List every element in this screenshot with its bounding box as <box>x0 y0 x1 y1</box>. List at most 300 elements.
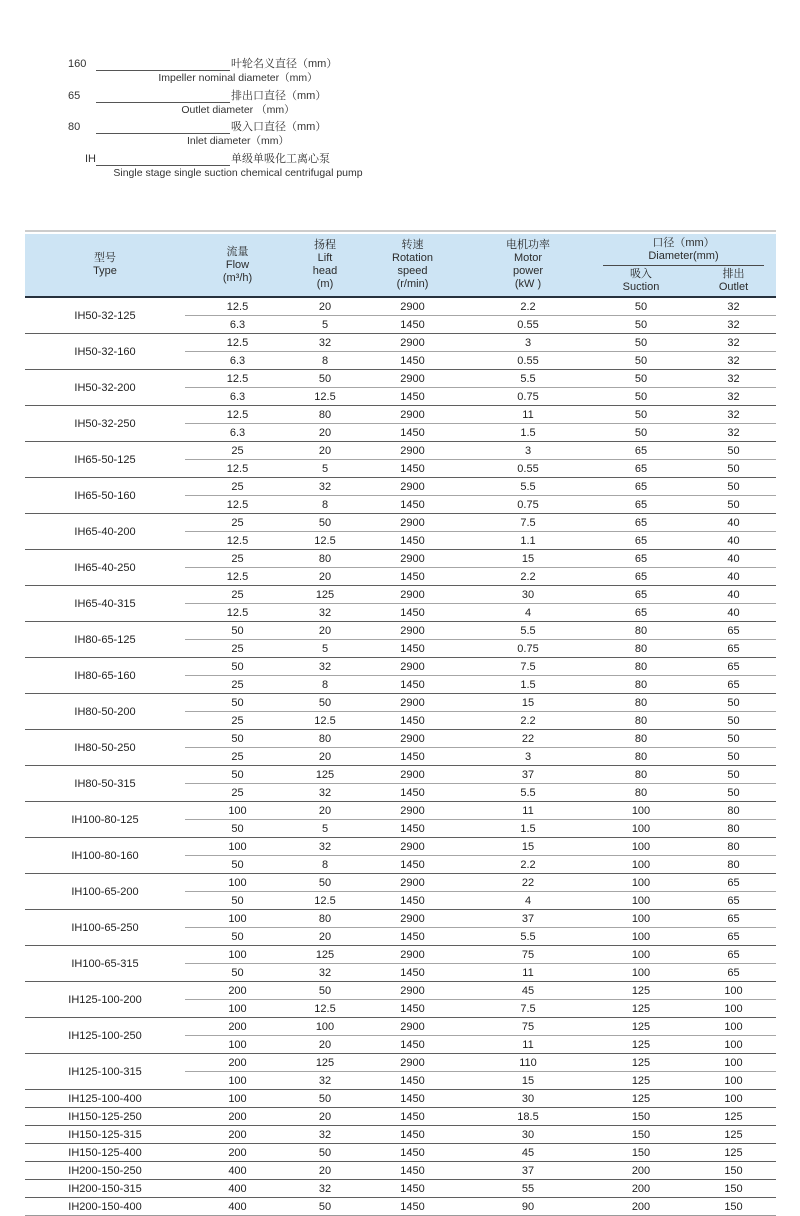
header-label-en: Type <box>93 265 117 277</box>
header-label-en: Suction <box>622 281 660 293</box>
header-label-zh: 扬程 <box>314 239 336 251</box>
cell-flow: 50 <box>185 694 290 712</box>
cell-motor-power: 0.75 <box>465 640 591 658</box>
cell-rotation-speed: 1450 <box>360 388 465 406</box>
cell-lift-head: 32 <box>290 334 360 352</box>
cell-rotation-speed: 2900 <box>360 802 465 820</box>
cell-suction-diameter: 50 <box>591 388 691 406</box>
cell-suction-diameter: 65 <box>591 586 691 604</box>
cell-lift-head: 12.5 <box>290 712 360 730</box>
cell-rotation-speed: 1450 <box>360 1090 465 1108</box>
cell-flow: 400 <box>185 1162 290 1180</box>
cell-flow: 12.5 <box>185 460 290 478</box>
cell-outlet-diameter: 80 <box>691 838 776 856</box>
legend-underline <box>96 89 230 103</box>
cell-rotation-speed: 2900 <box>360 514 465 532</box>
cell-outlet-diameter: 65 <box>691 874 776 892</box>
cell-lift-head: 125 <box>290 586 360 604</box>
cell-outlet-diameter: 50 <box>691 496 776 514</box>
legend-code: 65 <box>68 89 81 102</box>
pump-type-cell: IH50-32-200 <box>25 370 185 406</box>
cell-suction-diameter: 65 <box>591 514 691 532</box>
cell-motor-power: 11 <box>465 1036 591 1054</box>
cell-motor-power: 15 <box>465 1072 591 1090</box>
cell-lift-head: 20 <box>290 1108 360 1126</box>
cell-rotation-speed: 2900 <box>360 406 465 424</box>
cell-motor-power: 45 <box>465 1144 591 1162</box>
cell-suction-diameter: 50 <box>591 316 691 334</box>
table-row <box>25 802 776 820</box>
legend-label-zh: 叶轮名义直径（mm） <box>231 58 338 70</box>
cell-rotation-speed: 1450 <box>360 496 465 514</box>
cell-outlet-diameter: 32 <box>691 424 776 442</box>
legend-label-en: Outlet diameter （mm） <box>181 103 295 116</box>
cell-suction-diameter: 80 <box>591 694 691 712</box>
cell-lift-head: 50 <box>290 874 360 892</box>
cell-motor-power: 90 <box>465 1198 591 1216</box>
table-row <box>25 586 776 604</box>
cell-outlet-diameter: 100 <box>691 1018 776 1036</box>
table-row <box>25 946 776 964</box>
cell-rotation-speed: 1450 <box>360 1036 465 1054</box>
cell-motor-power: 7.5 <box>465 514 591 532</box>
cell-lift-head: 32 <box>290 964 360 982</box>
col-header-motor-power <box>465 234 591 297</box>
cell-flow: 25 <box>185 748 290 766</box>
cell-outlet-diameter: 100 <box>691 982 776 1000</box>
cell-flow: 12.5 <box>185 406 290 424</box>
cell-rotation-speed: 1450 <box>360 1072 465 1090</box>
cell-motor-power: 15 <box>465 838 591 856</box>
cell-rotation-speed: 1450 <box>360 892 465 910</box>
cell-motor-power: 37 <box>465 910 591 928</box>
cell-flow: 50 <box>185 658 290 676</box>
cell-rotation-speed: 1450 <box>360 424 465 442</box>
pump-type-cell: IH150-125-250 <box>25 1108 185 1126</box>
legend-label-en: Impeller nominal diameter（mm） <box>158 72 318 84</box>
header-label-zh: 口径（mm） <box>652 237 715 249</box>
header-label-zh: 流量 <box>226 245 249 258</box>
cell-rotation-speed: 2900 <box>360 874 465 892</box>
cell-rotation-speed: 2900 <box>360 622 465 640</box>
cell-motor-power: 0.55 <box>465 316 591 334</box>
cell-motor-power: 30 <box>465 586 591 604</box>
cell-motor-power: 4 <box>465 604 591 622</box>
cell-motor-power: 7.5 <box>465 1000 591 1018</box>
cell-motor-power: 1.5 <box>465 424 591 442</box>
cell-outlet-diameter: 65 <box>691 676 776 694</box>
col-header-flow <box>185 234 290 297</box>
cell-rotation-speed: 1450 <box>360 964 465 982</box>
cell-rotation-speed: 2900 <box>360 730 465 748</box>
header-label-zh: 转速 <box>401 239 424 251</box>
cell-lift-head: 125 <box>290 766 360 784</box>
cell-outlet-diameter: 40 <box>691 604 776 622</box>
cell-outlet-diameter: 65 <box>691 622 776 640</box>
cell-lift-head: 8 <box>290 352 360 370</box>
cell-outlet-diameter: 80 <box>691 856 776 874</box>
cell-suction-diameter: 150 <box>591 1126 691 1144</box>
cell-outlet-diameter: 50 <box>691 748 776 766</box>
cell-suction-diameter: 50 <box>591 370 691 388</box>
cell-rotation-speed: 1450 <box>360 568 465 586</box>
header-label-zh: 排出 <box>722 268 745 280</box>
cell-outlet-diameter: 50 <box>691 442 776 460</box>
cell-flow: 12.5 <box>185 568 290 586</box>
cell-suction-diameter: 65 <box>591 568 691 586</box>
cell-motor-power: 22 <box>465 730 591 748</box>
cell-suction-diameter: 50 <box>591 334 691 352</box>
pump-type-cell: IH125-100-400 <box>25 1090 185 1108</box>
cell-flow: 100 <box>185 946 290 964</box>
cell-motor-power: 110 <box>465 1054 591 1072</box>
header-label-en: Flow <box>225 258 250 271</box>
cell-suction-diameter: 125 <box>591 1036 691 1054</box>
cell-lift-head: 32 <box>290 658 360 676</box>
cell-rotation-speed: 1450 <box>360 316 465 334</box>
cell-suction-diameter: 65 <box>591 496 691 514</box>
cell-flow: 25 <box>185 514 290 532</box>
cell-lift-head: 20 <box>290 568 360 586</box>
cell-suction-diameter: 100 <box>591 856 691 874</box>
cell-motor-power: 4 <box>465 892 591 910</box>
cell-rotation-speed: 2900 <box>360 370 465 388</box>
pump-type-cell: IH100-80-160 <box>25 838 185 874</box>
cell-suction-diameter: 50 <box>591 297 691 316</box>
pump-type-cell: IH80-50-315 <box>25 766 185 802</box>
table-row <box>25 1018 776 1036</box>
cell-rotation-speed: 1450 <box>360 856 465 874</box>
col-header-suction <box>591 266 691 297</box>
cell-motor-power: 75 <box>465 946 591 964</box>
cell-suction-diameter: 65 <box>591 442 691 460</box>
cell-suction-diameter: 65 <box>591 550 691 568</box>
header-label-zh: 电机功率 <box>506 239 550 251</box>
cell-flow: 400 <box>185 1198 290 1216</box>
cell-motor-power: 1.1 <box>465 532 591 550</box>
cell-lift-head: 5 <box>290 460 360 478</box>
cell-flow: 6.3 <box>185 352 290 370</box>
cell-motor-power: 2.2 <box>465 712 591 730</box>
cell-flow: 100 <box>185 1036 290 1054</box>
cell-flow: 400 <box>185 1180 290 1198</box>
cell-lift-head: 20 <box>290 622 360 640</box>
header-label-en: power <box>513 265 543 277</box>
cell-suction-diameter: 200 <box>591 1162 691 1180</box>
cell-suction-diameter: 125 <box>591 982 691 1000</box>
cell-motor-power: 45 <box>465 982 591 1000</box>
cell-motor-power: 30 <box>465 1126 591 1144</box>
cell-motor-power: 1.5 <box>465 676 591 694</box>
cell-motor-power: 15 <box>465 694 591 712</box>
cell-motor-power: 18.5 <box>465 1108 591 1126</box>
cell-flow: 25 <box>185 676 290 694</box>
cell-lift-head: 80 <box>290 406 360 424</box>
cell-suction-diameter: 150 <box>591 1108 691 1126</box>
table-row <box>25 1108 776 1126</box>
cell-lift-head: 12.5 <box>290 532 360 550</box>
cell-rotation-speed: 2900 <box>360 550 465 568</box>
header-unit: (kW ) <box>514 278 542 290</box>
cell-rotation-speed: 2900 <box>360 982 465 1000</box>
cell-motor-power: 7.5 <box>465 658 591 676</box>
cell-flow: 12.5 <box>185 496 290 514</box>
cell-motor-power: 2.2 <box>465 568 591 586</box>
pump-type-cell: IH65-40-200 <box>25 514 185 550</box>
pump-type-cell: IH100-65-200 <box>25 874 185 910</box>
cell-flow: 6.3 <box>185 424 290 442</box>
cell-suction-diameter: 100 <box>591 928 691 946</box>
cell-flow: 25 <box>185 550 290 568</box>
table-top-divider <box>25 230 776 232</box>
pump-type-cell: IH50-32-125 <box>25 297 185 334</box>
cell-lift-head: 5 <box>290 640 360 658</box>
cell-flow: 50 <box>185 856 290 874</box>
cell-flow: 25 <box>185 640 290 658</box>
cell-suction-diameter: 65 <box>591 604 691 622</box>
cell-rotation-speed: 1450 <box>360 460 465 478</box>
cell-outlet-diameter: 65 <box>691 964 776 982</box>
cell-lift-head: 32 <box>290 1180 360 1198</box>
cell-flow: 200 <box>185 1018 290 1036</box>
table-row <box>25 1126 776 1144</box>
cell-rotation-speed: 2900 <box>360 766 465 784</box>
cell-rotation-speed: 1450 <box>360 1144 465 1162</box>
cell-flow: 25 <box>185 784 290 802</box>
table-header <box>25 234 776 297</box>
cell-outlet-diameter: 40 <box>691 568 776 586</box>
cell-motor-power: 2.2 <box>465 856 591 874</box>
cell-motor-power: 0.75 <box>465 388 591 406</box>
cell-flow: 50 <box>185 964 290 982</box>
cell-flow: 100 <box>185 1000 290 1018</box>
cell-lift-head: 100 <box>290 1018 360 1036</box>
cell-rotation-speed: 1450 <box>360 1198 465 1216</box>
header-label-zh: 吸入 <box>630 268 652 280</box>
cell-motor-power: 5.5 <box>465 928 591 946</box>
pump-type-cell: IH200-150-400 <box>25 1198 185 1216</box>
cell-outlet-diameter: 125 <box>691 1144 776 1162</box>
cell-suction-diameter: 50 <box>591 352 691 370</box>
cell-suction-diameter: 125 <box>591 1018 691 1036</box>
cell-rotation-speed: 1450 <box>360 1126 465 1144</box>
cell-flow: 25 <box>185 712 290 730</box>
cell-flow: 25 <box>185 478 290 496</box>
cell-rotation-speed: 1450 <box>360 784 465 802</box>
table-row <box>25 370 776 388</box>
cell-lift-head: 8 <box>290 676 360 694</box>
cell-lift-head: 20 <box>290 1036 360 1054</box>
cell-flow: 50 <box>185 928 290 946</box>
cell-outlet-diameter: 125 <box>691 1126 776 1144</box>
cell-flow: 12.5 <box>185 532 290 550</box>
legend-label-en: Single stage single suction chemical centrifugal pump <box>113 166 363 179</box>
cell-suction-diameter: 80 <box>591 748 691 766</box>
cell-rotation-speed: 1450 <box>360 820 465 838</box>
cell-outlet-diameter: 32 <box>691 316 776 334</box>
cell-suction-diameter: 200 <box>591 1180 691 1198</box>
pump-type-cell: IH65-40-250 <box>25 550 185 586</box>
cell-lift-head: 80 <box>290 730 360 748</box>
cell-flow: 100 <box>185 910 290 928</box>
cell-flow: 100 <box>185 1072 290 1090</box>
header-unit: (r/min) <box>396 278 429 290</box>
cell-motor-power: 0.55 <box>465 352 591 370</box>
cell-suction-diameter: 80 <box>591 640 691 658</box>
cell-outlet-diameter: 40 <box>691 532 776 550</box>
cell-lift-head: 125 <box>290 946 360 964</box>
table-row <box>25 838 776 856</box>
cell-motor-power: 11 <box>465 802 591 820</box>
cell-lift-head: 20 <box>290 748 360 766</box>
cell-outlet-diameter: 32 <box>691 370 776 388</box>
col-header-outlet <box>691 266 776 297</box>
table-body <box>25 297 776 1216</box>
cell-rotation-speed: 2900 <box>360 838 465 856</box>
header-label-en: head <box>312 265 338 277</box>
cell-motor-power: 11 <box>465 406 591 424</box>
pump-type-cell: IH125-100-315 <box>25 1054 185 1090</box>
col-header-diameter <box>591 234 776 266</box>
cell-flow: 100 <box>185 802 290 820</box>
table-row <box>25 910 776 928</box>
pump-spec-table <box>25 234 776 1216</box>
header-unit: (m³/h) <box>222 271 253 284</box>
cell-lift-head: 20 <box>290 1162 360 1180</box>
cell-motor-power: 30 <box>465 1090 591 1108</box>
cell-flow: 12.5 <box>185 604 290 622</box>
cell-outlet-diameter: 50 <box>691 478 776 496</box>
cell-outlet-diameter: 150 <box>691 1198 776 1216</box>
legend-code: IH <box>85 152 96 165</box>
cell-suction-diameter: 65 <box>591 478 691 496</box>
cell-rotation-speed: 1450 <box>360 676 465 694</box>
cell-flow: 50 <box>185 730 290 748</box>
cell-rotation-speed: 2900 <box>360 1018 465 1036</box>
table-row <box>25 1090 776 1108</box>
pump-type-cell: IH100-80-125 <box>25 802 185 838</box>
table-row <box>25 1144 776 1162</box>
cell-outlet-diameter: 65 <box>691 946 776 964</box>
cell-flow: 25 <box>185 586 290 604</box>
cell-suction-diameter: 125 <box>591 1000 691 1018</box>
table-row <box>25 297 776 316</box>
cell-lift-head: 80 <box>290 910 360 928</box>
header-label-en: Rotation <box>392 252 433 264</box>
cell-suction-diameter: 100 <box>591 820 691 838</box>
cell-rotation-speed: 2900 <box>360 946 465 964</box>
cell-lift-head: 32 <box>290 784 360 802</box>
cell-outlet-diameter: 150 <box>691 1180 776 1198</box>
table-row <box>25 442 776 460</box>
cell-suction-diameter: 65 <box>591 532 691 550</box>
pump-type-cell: IH80-50-250 <box>25 730 185 766</box>
cell-motor-power: 11 <box>465 964 591 982</box>
cell-outlet-diameter: 32 <box>691 406 776 424</box>
cell-rotation-speed: 1450 <box>360 640 465 658</box>
cell-outlet-diameter: 150 <box>691 1162 776 1180</box>
cell-rotation-speed: 1450 <box>360 532 465 550</box>
table-row <box>25 550 776 568</box>
cell-motor-power: 1.5 <box>465 820 591 838</box>
cell-suction-diameter: 100 <box>591 946 691 964</box>
cell-motor-power: 22 <box>465 874 591 892</box>
cell-outlet-diameter: 65 <box>691 892 776 910</box>
legend-label-zh: 排出口直径（mm） <box>231 89 327 102</box>
cell-flow: 200 <box>185 1144 290 1162</box>
cell-rotation-speed: 1450 <box>360 1162 465 1180</box>
pump-type-cell: IH80-65-125 <box>25 622 185 658</box>
cell-lift-head: 50 <box>290 370 360 388</box>
legend-label-zh: 吸入口直径（mm） <box>231 121 327 133</box>
legend-row <box>68 87 408 103</box>
cell-flow: 100 <box>185 1090 290 1108</box>
table-row <box>25 658 776 676</box>
cell-outlet-diameter: 40 <box>691 550 776 568</box>
cell-lift-head: 80 <box>290 550 360 568</box>
cell-lift-head: 125 <box>290 1054 360 1072</box>
cell-flow: 6.3 <box>185 316 290 334</box>
header-label-zh: 型号 <box>94 252 116 264</box>
legend-label-zh: 单级单吸化工离心泵 <box>231 152 330 165</box>
table-row <box>25 694 776 712</box>
table-row <box>25 334 776 352</box>
cell-suction-diameter: 50 <box>591 424 691 442</box>
cell-rotation-speed: 1450 <box>360 1180 465 1198</box>
cell-motor-power: 3 <box>465 334 591 352</box>
legend-row <box>68 150 408 166</box>
cell-lift-head: 20 <box>290 928 360 946</box>
cell-suction-diameter: 100 <box>591 910 691 928</box>
table-row <box>25 622 776 640</box>
table-row <box>25 766 776 784</box>
cell-outlet-diameter: 50 <box>691 766 776 784</box>
cell-outlet-diameter: 32 <box>691 388 776 406</box>
table-row <box>25 478 776 496</box>
cell-outlet-diameter: 100 <box>691 1036 776 1054</box>
cell-outlet-diameter: 32 <box>691 297 776 316</box>
cell-outlet-diameter: 100 <box>691 1000 776 1018</box>
cell-motor-power: 37 <box>465 766 591 784</box>
table-row <box>25 1162 776 1180</box>
cell-lift-head: 12.5 <box>290 1000 360 1018</box>
cell-lift-head: 32 <box>290 604 360 622</box>
cell-outlet-diameter: 80 <box>691 820 776 838</box>
cell-lift-head: 20 <box>290 424 360 442</box>
cell-suction-diameter: 80 <box>591 712 691 730</box>
pump-type-cell: IH150-125-400 <box>25 1144 185 1162</box>
cell-outlet-diameter: 50 <box>691 712 776 730</box>
cell-flow: 12.5 <box>185 334 290 352</box>
table-row <box>25 982 776 1000</box>
cell-rotation-speed: 2900 <box>360 1054 465 1072</box>
table-row <box>25 1198 776 1216</box>
cell-rotation-speed: 1450 <box>360 604 465 622</box>
pump-type-cell: IH65-50-160 <box>25 478 185 514</box>
cell-outlet-diameter: 50 <box>691 784 776 802</box>
header-label-en: Lift <box>317 252 333 264</box>
cell-lift-head: 20 <box>290 442 360 460</box>
cell-lift-head: 50 <box>290 982 360 1000</box>
cell-outlet-diameter: 65 <box>691 928 776 946</box>
cell-lift-head: 32 <box>290 838 360 856</box>
cell-rotation-speed: 2900 <box>360 334 465 352</box>
cell-outlet-diameter: 50 <box>691 694 776 712</box>
cell-outlet-diameter: 65 <box>691 910 776 928</box>
table-row <box>25 514 776 532</box>
col-header-rotation-speed <box>360 234 465 297</box>
header-label-en: Outlet <box>718 281 749 293</box>
